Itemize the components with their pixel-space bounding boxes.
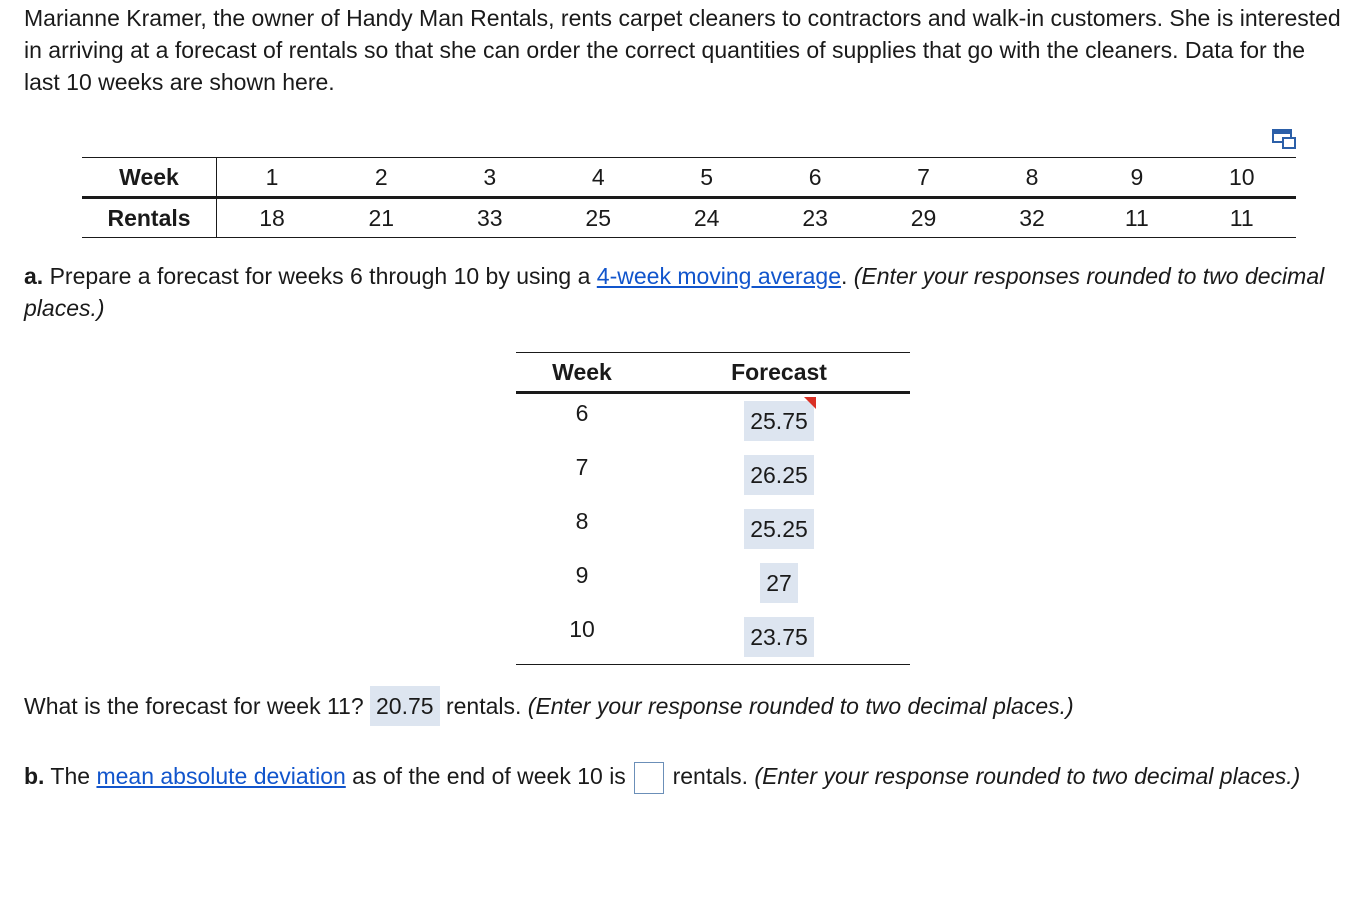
- part-b-unit: rentals.: [666, 763, 755, 789]
- part-a-label: a.: [24, 263, 44, 289]
- week-11-question-text: What is the forecast for week 11?: [24, 693, 364, 719]
- week-cell: 6: [761, 158, 869, 198]
- part-b-text-before: The: [44, 763, 97, 789]
- part-b-instruction: (Enter your response rounded to two decimal places.): [754, 763, 1301, 789]
- rentals-data-table: [82, 157, 1296, 238]
- table-row: [516, 556, 910, 610]
- rentals-cell: 11: [1086, 198, 1187, 238]
- table-row: [516, 393, 910, 449]
- rentals-cell: 18: [217, 198, 328, 238]
- week-11-unit: rentals.: [439, 693, 528, 719]
- problem-intro: Marianne Kramer, the owner of Handy Man Rentals, rents carpet cleaners to contractors and walk-in customers. She is interested in arriving at a forecast of rentals so that she can order the correct quantities of supplies that go with the cleaners. Data for the last 10 weeks are shown here.: [24, 5, 1341, 95]
- forecast-value-cell: [648, 502, 910, 556]
- week-row: [82, 158, 1296, 198]
- forecast-table: [516, 352, 910, 665]
- incorrect-flag-icon: [804, 397, 816, 409]
- part-b-text-mid: as of the end of week 10 is: [345, 763, 633, 789]
- forecast-answer-week-6[interactable]: [744, 401, 814, 441]
- forecast-value-cell: [648, 448, 910, 502]
- week-header: Week: [82, 158, 217, 198]
- forecast-week-cell: 7: [575, 454, 589, 480]
- forecast-answer-week-7[interactable]: 26.25: [744, 455, 814, 495]
- rentals-cell: 11: [1187, 198, 1296, 238]
- part-a-question: [24, 260, 1354, 324]
- part-b-label: b.: [24, 763, 45, 789]
- forecast-week-header: Week: [516, 353, 648, 393]
- expand-table-icon[interactable]: [1271, 128, 1297, 150]
- rentals-row: [82, 198, 1296, 238]
- week-cell: 4: [544, 158, 652, 198]
- forecast-week-cell: 8: [575, 508, 589, 534]
- forecast-week-cell: 9: [575, 562, 589, 588]
- rentals-cell: 23: [761, 198, 869, 238]
- forecast-week-cell: 6: [575, 400, 589, 426]
- forecast-value-cell: [648, 556, 910, 610]
- rentals-header: Rentals: [82, 198, 217, 238]
- forecast-answer-text: 25.75: [750, 408, 808, 434]
- week-cell: 2: [327, 158, 435, 198]
- forecast-answer-week-8[interactable]: 25.25: [744, 509, 814, 549]
- forecast-answer-week-10[interactable]: 23.75: [744, 617, 814, 657]
- week-cell: 10: [1187, 158, 1296, 198]
- rentals-cell: 29: [869, 198, 977, 238]
- part-a-text-before: Prepare a forecast for weeks 6 through 10 by using a: [43, 263, 597, 289]
- week-cell: 8: [978, 158, 1086, 198]
- forecast-value-cell: [648, 393, 910, 449]
- week-cell: 9: [1086, 158, 1187, 198]
- forecast-answer-week-9[interactable]: 27: [760, 563, 798, 603]
- table-row: [516, 448, 910, 502]
- forecast-value-header: Forecast: [648, 353, 910, 393]
- forecast-header-row: [516, 353, 910, 393]
- table-row: [516, 502, 910, 556]
- mad-answer-input[interactable]: [634, 762, 664, 794]
- week-cell: 3: [436, 158, 544, 198]
- week-cell: 7: [869, 158, 977, 198]
- forecast-week-cell: 10: [516, 610, 648, 665]
- week-11-instruction: (Enter your response rounded to two decimal places.): [527, 693, 1074, 719]
- table-row: [516, 610, 910, 665]
- week-cell: 1: [217, 158, 328, 198]
- rentals-cell: 21: [327, 198, 435, 238]
- part-a-text-after: .: [840, 263, 854, 289]
- rentals-cell: 25: [544, 198, 652, 238]
- part-b-question: [24, 758, 1324, 794]
- week-11-answer[interactable]: 20.75: [370, 686, 440, 726]
- mad-link[interactable]: mean absolute deviation: [96, 763, 346, 789]
- forecast-value-cell: [648, 610, 910, 665]
- rentals-cell: 32: [978, 198, 1086, 238]
- rentals-cell: 33: [436, 198, 544, 238]
- week-cell: 5: [652, 158, 760, 198]
- moving-average-link[interactable]: 4-week moving average: [596, 263, 841, 289]
- rentals-cell: 24: [652, 198, 760, 238]
- week-11-question: [24, 686, 1074, 726]
- part-a-instruction: (Enter your responses rounded to two decimal places.): [24, 263, 1325, 321]
